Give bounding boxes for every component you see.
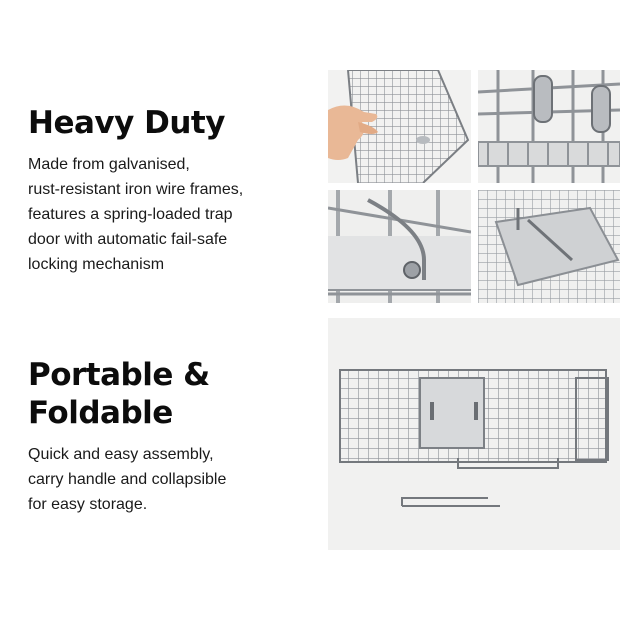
spring-latch-closeup-photo	[328, 190, 471, 303]
portable-foldable-description: Quick and easy assembly, carry handle and collapsible for easy storage.	[28, 446, 227, 513]
folded-cage-trap-photo	[328, 318, 620, 550]
heavy-duty-heading: Heavy Duty	[28, 105, 225, 141]
heavy-duty-description: Made from galvanised, rust-resistant iron wire frames, features a spring-loaded trap door with automatic fail-safe locking mechanism	[28, 156, 244, 273]
trigger-plate-closeup-photo	[478, 190, 620, 303]
hand-holding-wire-mesh-photo	[328, 70, 471, 183]
door-hinge-closeup-photo	[478, 70, 620, 183]
portable-foldable-heading: Portable & Foldable	[28, 357, 210, 431]
